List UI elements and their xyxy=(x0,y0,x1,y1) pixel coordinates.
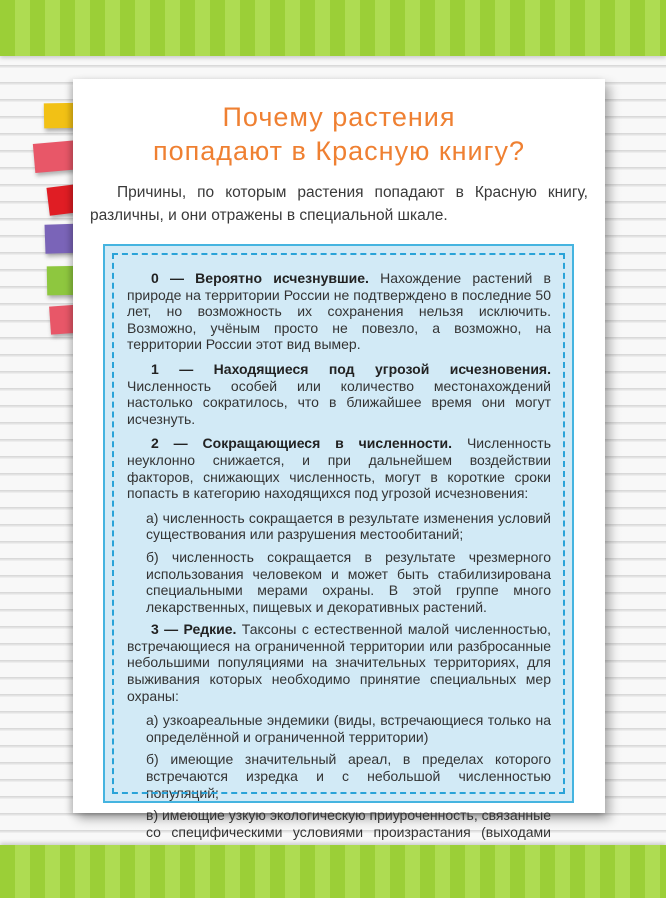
green-stripe-band-top xyxy=(0,0,666,56)
scale-entry-2-label: 2 — Сокращающиеся в численности. xyxy=(151,435,453,452)
scale-entry-0 xyxy=(127,270,551,353)
scale-entry-0-label: 0 — Вероятно исчезнувшие. xyxy=(151,270,369,286)
red-book-scale-box xyxy=(103,244,574,840)
scale-entry-3 xyxy=(127,621,551,704)
book-page xyxy=(73,79,605,840)
page-title-line1: Почему растения xyxy=(222,102,456,132)
scale-entry-3-item-b: б) имеющие значительный ареал, в пределах которого встречаются изредка и с небольшой численностью популяций; xyxy=(146,751,551,801)
scale-entry-2-text: Численность неуклонно снижается, и при дальнейшем воздействии факторов, снижающих численность, могут в короткие сроки попасть в категорию находящихся под угрозой исчезновения: xyxy=(127,435,552,502)
scale-entry-2-item-b: б) численность сокращается в результате чрезмерного использования человеком и может быть стабилизирована специальными мерами охраны. В этой группе много лекарственных, пищевых и декоративных растений. xyxy=(146,548,551,615)
scale-entry-2 xyxy=(127,435,551,501)
scale-entry-3-text: Таксоны с естественной малой численностью, встречающиеся на ограниченной территории или разбросанные небольшими популяциями на значительных территориях, для выживания которых необходимо принятие специальных мер охраны: xyxy=(127,621,551,704)
scale-entry-0-text: Нахождение растений в природе на территории России не подтверждено в последние 50 лет, но возможность их сохранения нельзя исключить. Возможно, учёным просто не повезло, а возможно, на территории России этот вид вымер. xyxy=(127,270,551,353)
scale-entry-3-label: 3 — Редкие. xyxy=(151,621,237,638)
intro-paragraph: Причины, по которым растения попадают в Красную книгу, различны, и они отражены в специальной шкале. xyxy=(90,184,588,224)
scale-entry-1-text: Численность особей или количество местонахождений настолько сократилось, что в ближайшее время они могут исчезнуть. xyxy=(127,377,551,427)
scale-entry-1 xyxy=(127,361,551,427)
scale-entry-3-item-a: а) узкоареальные эндемики (виды, встречающиеся только на определённой и ограниченной территории) xyxy=(146,712,551,745)
page-title-line2: попадают в Красную книгу? xyxy=(152,136,525,166)
scale-box-content xyxy=(105,246,572,874)
page-title xyxy=(73,100,605,168)
green-stripe-band-bottom xyxy=(0,845,666,898)
scale-entry-1-label: 1 — Находящиеся под угрозой исчезновения. xyxy=(151,360,551,377)
scale-entry-3-item-v: в) имеющие узкую экологическую приуроченность, связанные со специфическими условиями произрастания (выходами xyxy=(146,807,552,840)
scale-entry-2-item-a: а) численность сокращается в результате изменения условий существования или разрушения местообитаний; xyxy=(146,509,551,543)
